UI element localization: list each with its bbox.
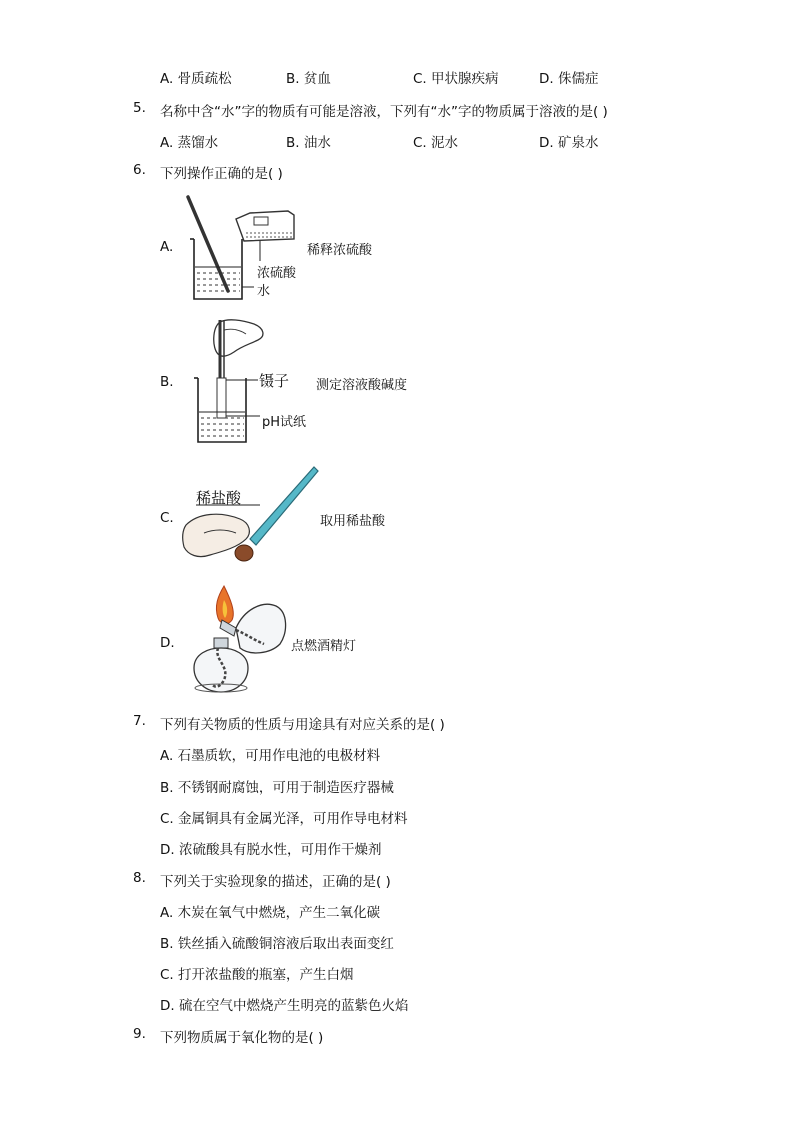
q9-stem: 下列物质属于氧化物的是( ): [160, 1030, 324, 1046]
q9-number: 9.: [133, 1026, 146, 1042]
q5-option-c[interactable]: C. 泥水: [413, 135, 459, 151]
q4-option-a[interactable]: A. 骨质疏松: [160, 71, 232, 87]
q4-option-c[interactable]: C. 甲状腺疾病: [413, 71, 499, 87]
q7-stem: 下列有关物质的性质与用途具有对应关系的是( ): [160, 717, 445, 733]
q5-option-b[interactable]: B. 油水: [286, 135, 331, 151]
q6-a-label-water: 水: [257, 284, 271, 299]
q7-option-c[interactable]: C. 金属铜具有金属光泽，可用作导电材料: [160, 811, 408, 827]
q6-c-letter: C.: [160, 510, 174, 526]
q5-option-a[interactable]: A. 蒸馏水: [160, 135, 219, 151]
q6-d-caption: 点燃酒精灯: [291, 639, 357, 654]
alcohol-lamp-figure: [184, 584, 294, 698]
dilute-sulfuric-acid-figure: [180, 195, 310, 305]
q4-option-d[interactable]: D. 侏儒症: [539, 71, 599, 87]
q8-option-c[interactable]: C. 打开浓盐酸的瓶塞，产生白烟: [160, 967, 354, 983]
q5-number: 5.: [133, 100, 146, 116]
q6-d-letter: D.: [160, 635, 175, 651]
q6-a-caption: 稀释浓硫酸: [307, 243, 373, 258]
q6-number: 6.: [133, 162, 146, 178]
q6-a-letter: A.: [160, 239, 174, 255]
q6-b-label-tweezers: 镊子: [259, 372, 290, 390]
q6-b-label-ph-paper: pH试纸: [262, 415, 307, 430]
q8-number: 8.: [133, 870, 146, 886]
q8-stem: 下列关于实验现象的描述，正确的是( ): [160, 874, 391, 890]
q6-c-label-acid: 稀盐酸: [196, 489, 242, 507]
q7-number: 7.: [133, 713, 146, 729]
q8-option-b[interactable]: B. 铁丝插入硫酸铜溶液后取出表面变红: [160, 936, 394, 952]
q6-a-label-acid: 浓硫酸: [257, 266, 297, 281]
q6-b-caption: 测定溶液酸碱度: [316, 378, 408, 393]
q7-option-a[interactable]: A. 石墨质软，可用作电池的电极材料: [160, 748, 381, 764]
q8-option-a[interactable]: A. 木炭在氧气中燃烧，产生二氧化碳: [160, 905, 381, 921]
q5-option-d[interactable]: D. 矿泉水: [539, 135, 599, 151]
dropper-figure: [180, 463, 320, 575]
q7-option-b[interactable]: B. 不锈钢耐腐蚀，可用于制造医疗器械: [160, 780, 394, 796]
q7-option-d[interactable]: D. 浓硫酸具有脱水性，可用作干燥剂: [160, 842, 382, 858]
q6-c-caption: 取用稀盐酸: [320, 514, 386, 529]
q4-option-b[interactable]: B. 贫血: [286, 71, 331, 87]
q6-b-letter: B.: [160, 374, 174, 390]
q5-stem: 名称中含“水”字的物质有可能是溶液，下列有“水”字的物质属于溶液的是( ): [160, 104, 608, 120]
q6-stem: 下列操作正确的是( ): [160, 166, 283, 182]
q8-option-d[interactable]: D. 硫在空气中燃烧产生明亮的蓝紫色火焰: [160, 998, 409, 1014]
